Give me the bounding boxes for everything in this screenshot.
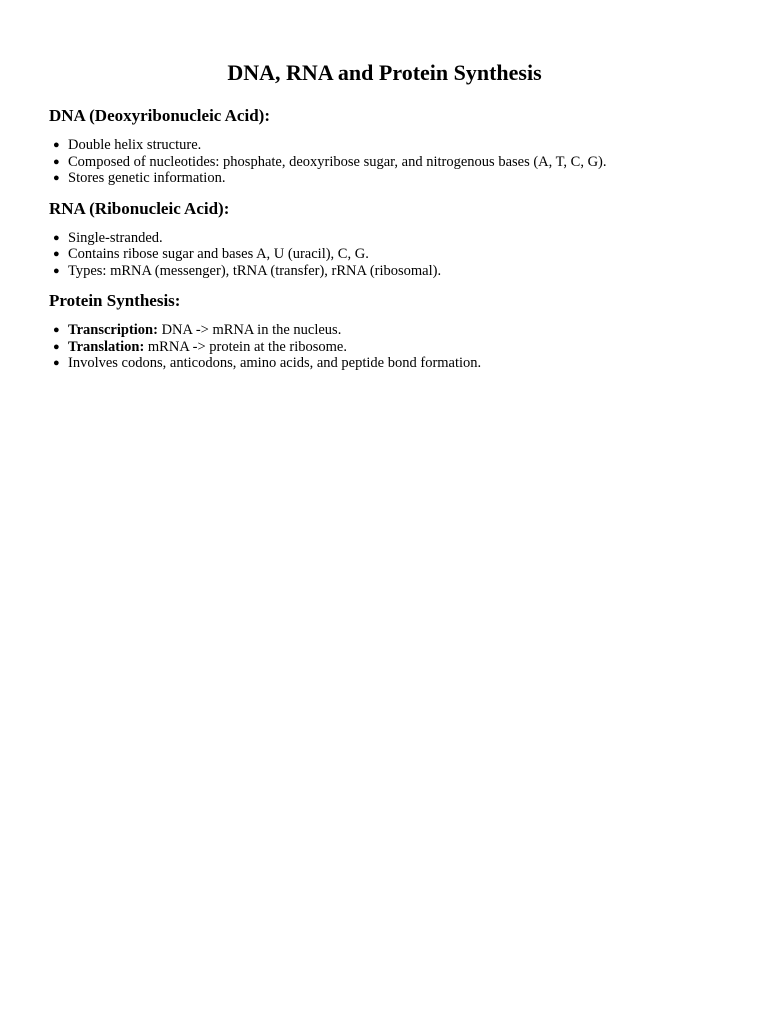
section-heading-dna: DNA (Deoxyribonucleic Acid):: [49, 106, 270, 125]
dna-list: [49, 137, 720, 187]
protein-synthesis-list: [49, 322, 720, 372]
bullet-dot-icon: ●: [53, 340, 60, 353]
bullet-dot-icon: ●: [53, 155, 60, 168]
bullet-dot-icon: ●: [53, 139, 60, 151]
list-item: ● Types: mRNA (messenger), tRNA (transfer), rRNA (ribosomal).: [53, 262, 442, 279]
bullet-dot-icon: ●: [53, 172, 60, 184]
list-item: ● Involves codons, anticodons, amino acids, and peptide bond formation.: [53, 355, 482, 371]
section-heading-rna: RNA (Ribonucleic Acid):: [49, 198, 230, 218]
bullet-dot-icon: ●: [53, 324, 60, 336]
list-item: ● Translation: mRNA -> protein at the ribosome.: [53, 338, 347, 355]
bullet-dot-icon: ●: [53, 248, 60, 260]
bullet-dot-icon: ●: [53, 357, 60, 369]
page-title: DNA, RNA and Protein Synthesis: [227, 60, 542, 85]
term-translation: Translation:: [68, 338, 145, 355]
list-item: ● Transcription: DNA -> mRNA in the nucleus.: [53, 322, 342, 338]
term-transcription: Transcription:: [68, 322, 158, 338]
list-item: ● Stores genetic information.: [53, 170, 226, 186]
list-item: ● Contains ribose sugar and bases A, U (uracil), C, G.: [53, 246, 369, 262]
rna-list: [49, 230, 720, 280]
bullet-dot-icon: ●: [53, 264, 60, 277]
list-item: ● Double helix structure.: [53, 137, 202, 153]
list-item: ● Single-stranded.: [53, 229, 163, 246]
list-item: ● Composed of nucleotides: phosphate, deoxyribose sugar, and nitrogenous bases (A, T, C, G).: [53, 153, 607, 170]
bullet-dot-icon: ●: [53, 231, 60, 244]
section-heading-protein-synthesis: Protein Synthesis:: [49, 291, 181, 310]
